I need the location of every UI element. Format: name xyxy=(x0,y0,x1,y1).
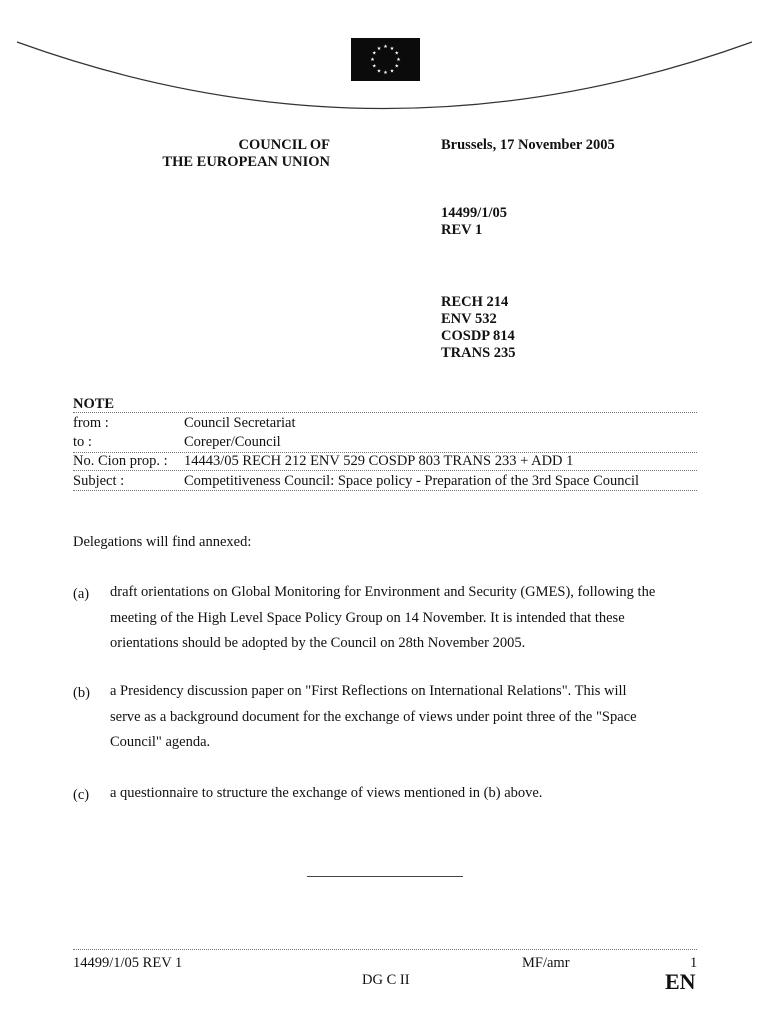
note-value: Council Secretariat xyxy=(184,415,296,431)
code-item: RECH 214 xyxy=(441,294,509,310)
footer-author: MF/amr xyxy=(522,955,570,971)
note-label: to : xyxy=(73,434,92,450)
eu-flag-logo xyxy=(351,38,420,81)
item-line: draft orientations on Global Monitoring for Environment and Security (GMES), following the xyxy=(110,584,656,600)
note-row-to xyxy=(0,433,770,453)
footer-dg: DG C II xyxy=(362,972,410,988)
note-label: No. Cion prop. : xyxy=(73,453,168,469)
doc-number-block xyxy=(441,205,507,239)
end-separator xyxy=(307,876,463,877)
svg-text:★: ★ xyxy=(394,63,400,70)
svg-text:★: ★ xyxy=(376,68,382,75)
eu-stars-icon xyxy=(351,38,420,81)
svg-text:★: ★ xyxy=(389,68,395,75)
item-text xyxy=(110,580,710,657)
council-line-1: COUNCIL OF xyxy=(238,137,330,153)
svg-text:★: ★ xyxy=(383,44,388,50)
note-row-from xyxy=(0,414,770,434)
item-line: a Presidency discussion paper on "First Reflections on International Relations". This will xyxy=(110,683,627,699)
svg-text:★: ★ xyxy=(389,45,395,52)
note-row-cion-prop xyxy=(0,452,770,472)
svg-text:★: ★ xyxy=(394,50,400,57)
council-name xyxy=(140,137,330,171)
note-title: NOTE xyxy=(73,396,115,412)
footer-divider xyxy=(73,949,697,950)
note-divider xyxy=(73,470,697,471)
code-item: COSDP 814 xyxy=(441,328,515,344)
note-label: Subject : xyxy=(73,473,125,489)
doc-number: 14499/1/05 xyxy=(441,205,508,221)
footer-language: EN xyxy=(665,969,696,994)
svg-text:★: ★ xyxy=(371,63,377,70)
intro-text: Delegations will find annexed: xyxy=(73,534,252,550)
note-value: 14443/05 RECH 212 ENV 529 COSDP 803 TRANS 233 + ADD 1 xyxy=(184,453,574,469)
footer-page-number: 1 xyxy=(690,955,698,971)
item-label: (a) xyxy=(73,586,90,602)
item-line: serve as a background document for the exchange of views under point three of the "Space xyxy=(110,708,637,725)
item-line: meeting of the High Level Space Policy Group on 14 November. It is intended that these xyxy=(110,609,625,626)
item-label: (c) xyxy=(73,787,90,803)
note-value: Competitiveness Council: Space policy - Preparation of the 3rd Space Council xyxy=(184,473,640,489)
doc-codes xyxy=(441,294,516,362)
svg-text:★: ★ xyxy=(376,45,382,52)
footer-doc-ref: 14499/1/05 REV 1 xyxy=(73,955,183,971)
note-divider xyxy=(73,412,697,413)
note-row-subject xyxy=(0,472,770,492)
svg-text:★: ★ xyxy=(371,50,377,57)
item-line: a questionnaire to structure the exchange of views mentioned in (b) above. xyxy=(110,785,543,801)
item-line: Council" agenda. xyxy=(110,734,211,750)
item-label: (b) xyxy=(73,685,90,701)
note-value: Coreper/Council xyxy=(184,434,281,450)
code-item: ENV 532 xyxy=(441,311,497,327)
council-line-2: THE EUROPEAN UNION xyxy=(162,154,330,170)
note-label: from : xyxy=(73,415,109,431)
doc-revision: REV 1 xyxy=(441,222,483,238)
note-divider xyxy=(73,490,697,491)
date-line: Brussels, 17 November 2005 xyxy=(441,137,615,153)
svg-text:★: ★ xyxy=(396,57,401,63)
item-text xyxy=(110,679,710,756)
code-item: TRANS 235 xyxy=(441,345,516,361)
item-line: orientations should be adopted by the Council on 28th November 2005. xyxy=(110,635,526,651)
svg-text:★: ★ xyxy=(383,70,388,76)
svg-text:★: ★ xyxy=(370,57,375,63)
item-text xyxy=(110,781,710,807)
